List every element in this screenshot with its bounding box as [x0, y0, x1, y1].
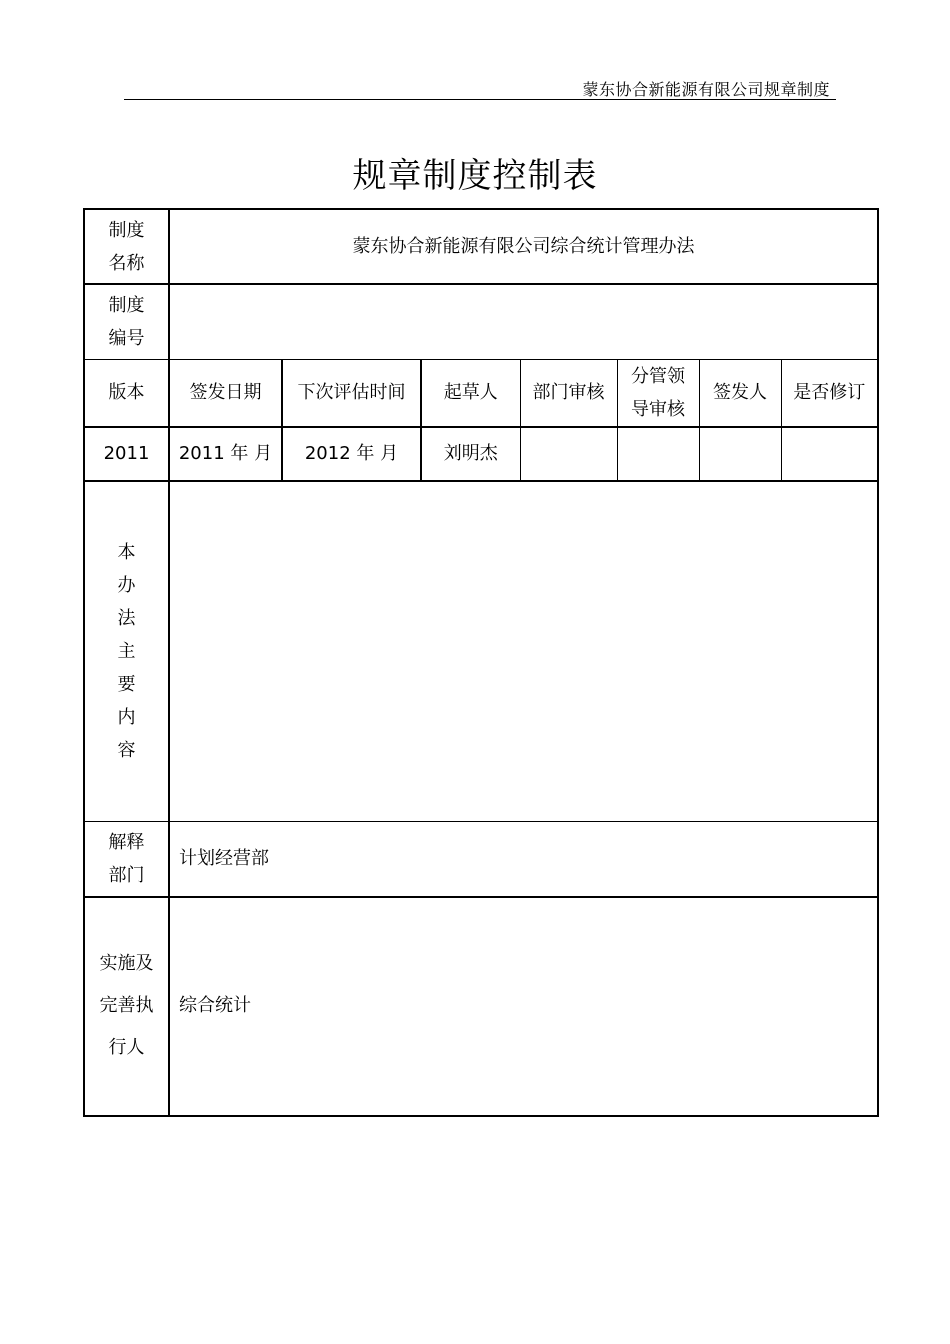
- content-label-cell: [84, 481, 169, 822]
- content-label-char: 内: [117, 706, 136, 728]
- executor-label-line1: 实施及: [99, 953, 154, 974]
- col-revised-header: 是否修订: [781, 359, 878, 427]
- name-label-line1: 制度: [108, 219, 145, 241]
- header-rule: [124, 99, 836, 100]
- content-label-char: 容: [117, 739, 136, 761]
- executor-label-line2: 完善执: [99, 995, 154, 1016]
- col-issue-date-header: 签发日期: [169, 359, 282, 427]
- name-label-line2: 名称: [108, 252, 145, 274]
- content-label-char: 法: [117, 607, 136, 629]
- executor-value-cell: 综合统计: [169, 897, 878, 1116]
- drafter-cell: 刘明杰: [421, 427, 520, 481]
- running-header: 蒙东协合新能源有限公司规章制度: [582, 80, 830, 99]
- content-label-char: 要: [117, 673, 136, 695]
- content-label-vertical: [85, 536, 168, 767]
- interpret-label-cell: [84, 822, 169, 897]
- number-label-line1: 制度: [108, 294, 145, 316]
- executor-label-cell: [84, 897, 169, 1116]
- table-row-number: [84, 284, 878, 359]
- table-row-interpret: [84, 822, 878, 897]
- col-leader-review-header: [617, 359, 699, 427]
- col-issuer-header: 签发人: [699, 359, 781, 427]
- table-row-executor: [84, 897, 878, 1116]
- number-label-line2: 编号: [108, 327, 145, 349]
- version-cell: 2011: [84, 427, 169, 481]
- content-label-char: 本: [117, 541, 136, 563]
- interpret-value-cell: 计划经营部: [169, 822, 878, 897]
- table-row: [84, 427, 878, 481]
- leader-review-line1: 分管领: [631, 365, 685, 387]
- number-value-cell: [169, 284, 878, 359]
- interpret-label-line2: 部门: [108, 864, 145, 886]
- name-label-cell: [84, 209, 169, 284]
- name-value-cell: 蒙东协合新能源有限公司综合统计管理办法: [169, 209, 878, 284]
- table-header-row: [84, 359, 878, 427]
- issuer-cell: [699, 427, 781, 481]
- col-dept-review-header: 部门审核: [520, 359, 617, 427]
- interpret-label-line1: 解释: [108, 831, 145, 853]
- table-row-name: [84, 209, 878, 284]
- next-review-cell: 2012 年 月: [282, 427, 421, 481]
- col-version-header: 版本: [84, 359, 169, 427]
- content-value-cell: [169, 481, 878, 822]
- page-title: 规章制度控制表: [352, 156, 598, 196]
- leader-review-cell: [617, 427, 699, 481]
- number-label-cell: [84, 284, 169, 359]
- col-drafter-header: 起草人: [421, 359, 520, 427]
- content-label-char: 办: [117, 574, 136, 596]
- executor-label-line3: 行人: [108, 1037, 145, 1058]
- revised-cell: [781, 427, 878, 481]
- leader-review-line2: 导审核: [631, 398, 685, 420]
- table-row-content: [84, 481, 878, 822]
- dept-review-cell: [520, 427, 617, 481]
- col-next-review-header: 下次评估时间: [282, 359, 421, 427]
- control-table: [83, 208, 879, 1117]
- content-label-char: 主: [117, 640, 136, 662]
- issue-date-cell: 2011 年 月: [169, 427, 282, 481]
